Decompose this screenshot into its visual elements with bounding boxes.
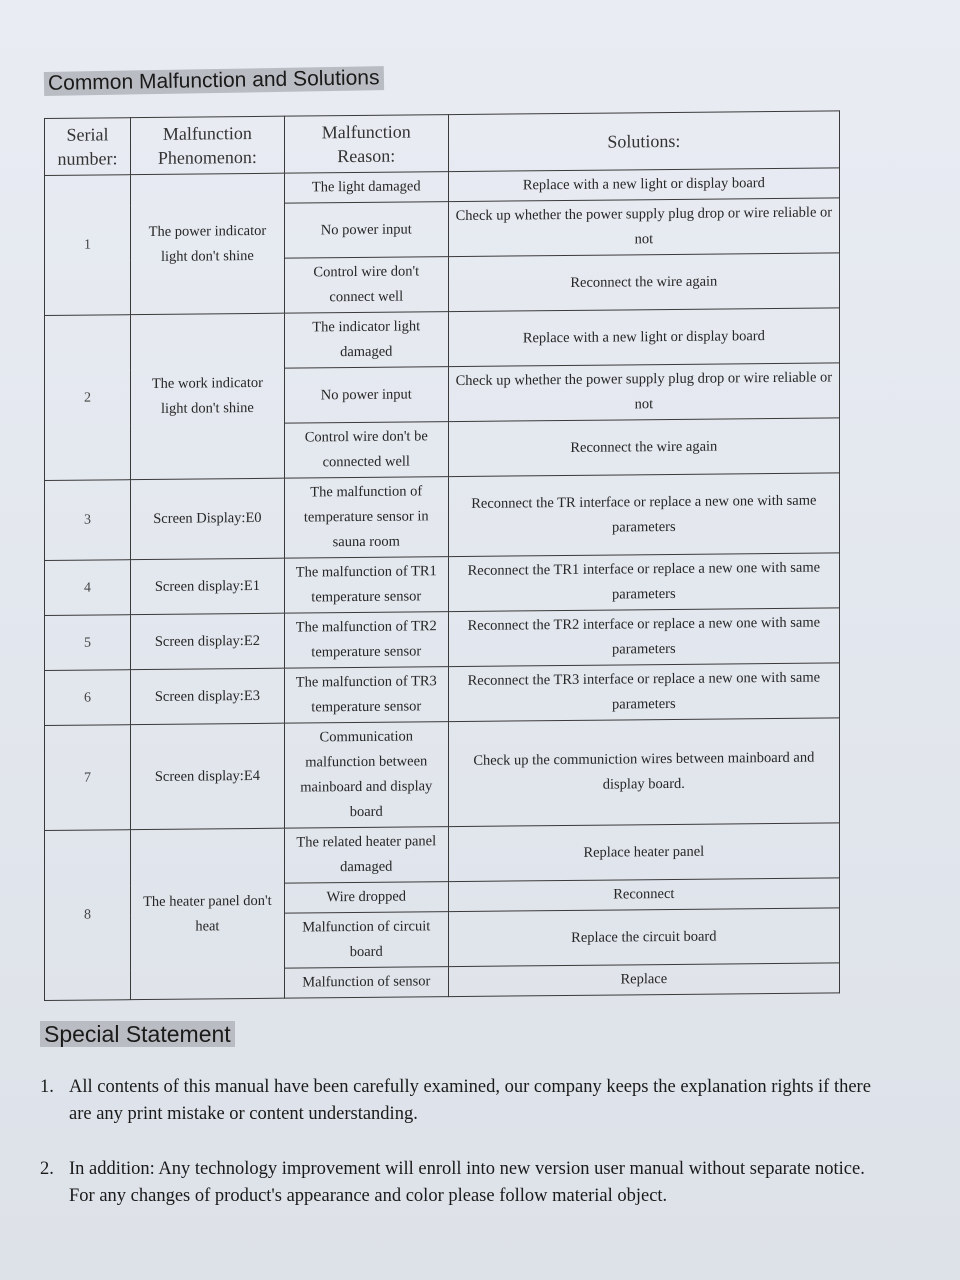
reason-cell: Wire dropped: [284, 882, 448, 914]
serial-cell: 7: [45, 725, 131, 831]
header-solutions: Solutions:: [448, 111, 839, 172]
statement-number: 1.: [40, 1077, 54, 1097]
serial-cell: 8: [45, 830, 131, 1001]
phenomenon-cell: Screen display:E2: [130, 613, 284, 669]
table-row: [45, 553, 840, 616]
table-row: [45, 663, 840, 726]
serial-cell: 2: [45, 315, 131, 481]
table-header-row: [45, 111, 840, 176]
serial-cell: 3: [45, 480, 131, 561]
reason-cell: The malfunction of temperature sensor in sauna room: [284, 477, 448, 559]
reason-cell: The malfunction of TR1 temperature sensor: [284, 557, 448, 614]
reason-cell: Control wire don't be connected well: [284, 422, 448, 479]
table-row: [45, 718, 840, 831]
phenomenon-cell: Screen display:E1: [130, 558, 284, 614]
serial-cell: 6: [45, 670, 131, 726]
table-row: [45, 308, 840, 371]
solution-cell: Replace heater panel: [448, 823, 839, 882]
reason-cell: The related heater panel damaged: [284, 827, 448, 884]
reason-cell: No power input: [284, 367, 448, 424]
table-row: [45, 473, 840, 561]
statement-item: [40, 1156, 890, 1216]
solution-cell: Reconnect the TR3 interface or replace a new one with same parameters: [448, 663, 839, 722]
statement-text: In addition: Any technology improvement will enroll into new version user manual without separate notice. For any changes of product's appearance and color please follow material object.: [69, 1159, 865, 1206]
header-serial-number: Serial number:: [45, 118, 131, 176]
reason-cell: The malfunction of TR2 temperature sensor: [284, 612, 448, 669]
solution-cell: Check up the communiction wires between mainboard and display board.: [448, 718, 839, 827]
solution-cell: Replace: [448, 963, 839, 997]
reason-cell: Malfunction of circuit board: [284, 912, 448, 969]
phenomenon-cell: The work indicator light don't shine: [130, 313, 284, 479]
statement-item: [40, 1074, 890, 1134]
solution-cell: Replace with a new light or display board: [448, 308, 839, 367]
serial-cell: 5: [45, 615, 131, 671]
reason-cell: The light damaged: [284, 172, 448, 204]
phenomenon-cell: The power indicator light don't shine: [130, 173, 284, 314]
phenomenon-cell: Screen Display:E0: [130, 478, 284, 559]
solution-cell: Replace the circuit board: [448, 908, 839, 967]
solution-cell: Reconnect the wire again: [448, 418, 839, 477]
reason-cell: No power input: [284, 202, 448, 259]
solution-cell: Check up whether the power supply plug drop or wire reliable or not: [448, 363, 839, 422]
reason-cell: The indicator light damaged: [284, 312, 448, 369]
reason-cell: Communication malfunction between mainboard and display board: [284, 722, 448, 829]
solution-cell: Check up whether the power supply plug drop or wire reliable or not: [448, 198, 839, 257]
reason-cell: The malfunction of TR3 temperature sensor: [284, 667, 448, 724]
solution-cell: Reconnect the TR2 interface or replace a new one with same parameters: [448, 608, 839, 667]
solution-cell: Reconnect: [448, 878, 839, 912]
solution-cell: Reconnect the TR interface or replace a new one with same parameters: [448, 473, 839, 557]
phenomenon-cell: The heater panel don't heat: [130, 828, 284, 999]
serial-cell: 4: [45, 560, 131, 616]
reason-cell: Control wire don't connect well: [284, 257, 448, 314]
statement-text: All contents of this manual have been carefully examined, our company keeps the explanation rights if there are any print mistake or content understanding.: [69, 1077, 871, 1124]
section-title-common-malfunction: Common Malfunction and Solutions: [44, 66, 384, 96]
statement-number: 2.: [40, 1159, 54, 1179]
table-row: [45, 823, 840, 886]
solution-cell: Reconnect the wire again: [448, 253, 839, 312]
header-malfunction-reason: Malfunction Reason:: [284, 115, 448, 174]
solution-cell: Replace with a new light or display board: [448, 168, 839, 202]
header-malfunction-phenomenon: Malfunction Phenomenon:: [130, 116, 284, 174]
reason-cell: Malfunction of sensor: [284, 967, 448, 999]
phenomenon-cell: Screen display:E3: [130, 668, 284, 724]
section-title-special-statement: Special Statement: [40, 1021, 235, 1047]
phenomenon-cell: Screen display:E4: [130, 723, 284, 829]
serial-cell: 1: [45, 175, 131, 316]
solution-cell: Reconnect the TR1 interface or replace a new one with same parameters: [448, 553, 839, 612]
table-row: [45, 608, 840, 671]
malfunction-table: [44, 110, 840, 1001]
